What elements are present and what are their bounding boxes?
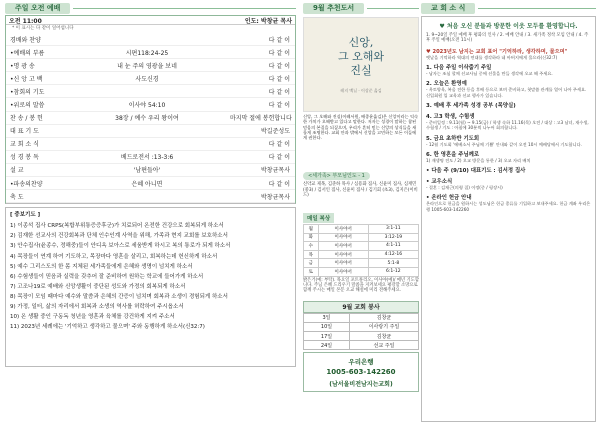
news-header-title: 교 회 소 식 [421, 3, 475, 14]
news-item-body: - 남자는 조심 할께 선교사님 중에 선물을 만들 생각에 오교 해 주세요. [426, 71, 553, 77]
service-rows [6, 33, 295, 203]
bible-row [304, 250, 419, 259]
duty-cell: 17일 [304, 331, 350, 340]
bible-cell: 월 [304, 225, 319, 234]
news-item-heading: 5. 금요 초하반 기도회 [426, 135, 480, 142]
duty-row [304, 313, 419, 322]
bible-cell: 화 [304, 233, 319, 242]
service-l: 축 도 [10, 193, 24, 201]
news-item-heading: 3. 예배 후 세가족 성경 공부 (목양실) [426, 103, 516, 109]
service-l: •명 광 송 [10, 62, 35, 70]
duty-cell: 이사랑기 주일 [350, 322, 419, 331]
news-column [421, 2, 596, 422]
news-greeting: ♥ 처음 오신 분들과 방문한 이웃 모두를 환영합니다. [439, 23, 578, 30]
news-item-body: - 12월 기도회 '에베소서 주님께 기쁨' 안내와 같이 오전 10시 예배당에서 기도합니다. [426, 141, 582, 147]
book-header [303, 2, 419, 15]
service-m: 은혜 아니면 [131, 180, 163, 188]
service-r: 다 같 이 [268, 62, 290, 70]
service-row [6, 85, 295, 98]
service-m: 시편118:24-25 [125, 49, 169, 57]
book-description: 신앙, 그 오해와 진실(이레서원, 배종윤옮김)은 신앙이라는 익숙한 가치가 오해받고 있다고 말한다. 저자는 성경이 말하는 참된 믿음의 본질을 되짚으며, 우리가 흔히 믿는 신앙의 상식들을 새롭게 조명한다. 교회 안과 밖에서 신앙을 고민하는 모든 이들에게 권한다. [303, 114, 419, 141]
service-row [6, 125, 295, 138]
service-m: '남편들아' [133, 167, 161, 175]
news-item-heading: • 다음 주 (9/10) 대표기도 : 김서정 집사 [426, 168, 526, 175]
bible-cell: 이사야서 [318, 233, 368, 242]
intercession-item: 7) 고조나19로 예배와 신앙생활이 중단된 성도와 가정의 회복되게 하소서 [10, 283, 186, 290]
intercession-item: 6) 수험생들이 믿음과 실력을 갖추어 잘 준비하여 원하는 학교에 들어가게 하소서 [10, 273, 204, 280]
service-row [6, 59, 295, 72]
service-row [6, 190, 295, 203]
bible-table [303, 224, 419, 277]
bank-account: 1005-603-142260 [326, 368, 396, 377]
news-item-heading: 6. 한 영혼을 주님께로 [426, 151, 480, 158]
duty-header: 9월 교회 봉사 [303, 301, 419, 313]
service-time: 오전 11:00 [9, 17, 42, 25]
service-m: 베드로전서 :13-3:6 [120, 154, 174, 162]
book-cover [303, 17, 419, 112]
service-subtitle: * 이 표시는 다 같이 일어섭니다 [12, 26, 74, 31]
service-r: 박길준성도 [261, 128, 290, 136]
duty-cell: 10일 [304, 322, 350, 331]
service-row [6, 177, 295, 190]
bible-cell: 목 [304, 250, 319, 259]
bible-tab: 매일 복상 [303, 213, 334, 223]
duty-cell: 24일 [304, 341, 350, 350]
duty-row [304, 341, 419, 350]
bible-cell: 수 [304, 242, 319, 251]
intercession-item: 11) 2023년 세례에는 '기억하고 생각하고 물으며' 주와 동행하게 하소서(신32:7) [10, 324, 205, 331]
bank-holder: (남서울비전남지는교회) [329, 381, 393, 389]
bible-cell: 이사야서 [318, 242, 368, 251]
bible-cell: 이사야서 [318, 259, 368, 268]
service-l: •예배의 부름 [10, 49, 45, 57]
bible-row [304, 242, 419, 251]
news-item-heading: 1. 다음 주일 이삭줍기 주일 [426, 65, 492, 72]
service-l: 경배와 찬양 [10, 36, 41, 44]
intercession-box [5, 207, 296, 367]
news-items [426, 63, 591, 212]
service-r: 마지막 절에 봉헌합니다 [230, 115, 292, 123]
bible-note: 밝은거(예: 부탁). 목요일 포트폴리오, 이사야(예)/ 매년 기도합니다. 주님 은혜 드리우기 말씀을 지켜보세요 평강할 소망으로 함께 주시는 매일 본문 오교 해설에 미리 전해주세요. [303, 277, 419, 293]
intercession-item: 8) 목장이 모임 때마다 예수와 말씀과 은혜의 간증이 넘치며 회복과 소생이 경험되게 하소서 [10, 293, 228, 300]
duty-cell: 김창균 [350, 331, 419, 340]
service-l: 설 교 [10, 167, 24, 175]
bible-row [304, 259, 419, 268]
bank-box [303, 352, 419, 392]
news-item-heading: 2. 오늘은 환영예 [426, 81, 467, 88]
intercession-item: 2) 김재한 선교사의 건강회복과 단체 인수인계 사역을 위해, 가족과 현지 교회를 보호하소서 [10, 233, 228, 240]
bible-cell: 이사야서 [318, 267, 368, 276]
news-item-body: - 준비일정 : 9.11(월) ~ 9.15(금) / 학생 속하 11.16(목) 오전 / 대상 : 고3 남녀, 재수생, 수험생 / 기도 : 아침에 30분씩 나누어 회의합니다. [426, 120, 589, 131]
news-item-heading: • 교우소식 [426, 179, 453, 186]
news-theme: ♥ 2023년도 남지는 교회 표어 "기억하라, 생각하며, 물으며" [426, 48, 568, 55]
bible-row [304, 267, 419, 276]
service-l: 성 경 봉 독 [10, 154, 39, 162]
duty-cell: 김창균 [350, 313, 419, 322]
book-author: 레지 맥닐 · 이상준 옮김 [340, 87, 382, 93]
book-title: 신앙, 그 오해와 진실 [337, 35, 384, 77]
service-r: 다 같 이 [268, 180, 290, 188]
bible-cell: 토 [304, 267, 319, 276]
right-page [300, 0, 600, 424]
bible-cell: 3:1-11 [368, 225, 418, 234]
family-pill: <세가족> 부모님인도 - 1 [303, 172, 370, 180]
bible-cell: 4:1-11 [368, 242, 418, 251]
left-column [303, 17, 419, 392]
intercession-item: 9) 가정, 일터, 삶의 자리에서 회복과 소생의 역사를 허락하여 주시옵소서 [10, 303, 184, 310]
duty-cell: 3일 [304, 313, 350, 322]
service-row [6, 112, 295, 125]
sermon-info: 신약교 제목, 김준하 목사 / 심용화 집사, 신윤미 집사, 심재민(중3) / 김서인 집사, 신윤미 집사 / 김기회 (초3), 김지은(이비드) [303, 182, 418, 199]
news-item-body: - 결혼 : 김재근(의령 집) 이정(중 / 평장시) [426, 185, 503, 191]
service-row [6, 151, 295, 164]
news-item-body: 1) 재생명 전도 / 2) 오교 방문을 통한 / 3) 오교 자리 배치 [426, 157, 531, 163]
intercession-title: [ 중보기도 ] [10, 212, 41, 219]
service-r: 박창균목사 [261, 167, 290, 175]
service-r: 다 같 이 [268, 75, 290, 83]
news-theme-sub: 옛날을 기억하라 역대의 연대를 생각하라 네 아버지에게 물으라(신32:7) [426, 54, 558, 60]
service-m: 사도신경 [135, 75, 159, 83]
bible-cell: 4:12-16 [368, 250, 418, 259]
book-header-title: 9월 추천도서 [303, 3, 364, 14]
news-header [421, 2, 596, 15]
service-l: •파송의찬양 [10, 180, 43, 188]
service-l: •신 앙 고 백 [10, 75, 43, 83]
bible-cell: 6:1-12 [368, 267, 418, 276]
service-m: 이사야 54:10 [128, 102, 166, 110]
service-l: 교 회 소 식 [10, 141, 39, 149]
bank-name: 우리은행 [348, 358, 374, 367]
service-r: 다 같 이 [268, 49, 290, 57]
intercession-item: 3) 안수집사(윤종수, 정해중)들이 안디옥 보아스로 세움받게 하시고 복의 통로가 되게 하소서 [10, 243, 231, 250]
service-l: •위로의 말씀 [10, 102, 45, 110]
duty-row [304, 331, 419, 340]
service-l: 대 표 기 도 [10, 128, 39, 136]
service-row [6, 138, 295, 151]
service-presider: 인도: 박창균 목사 [244, 17, 292, 25]
worship-header [5, 2, 296, 15]
service-l: •참회의 기도 [10, 88, 45, 96]
bible-row [304, 225, 419, 234]
news-sub: 1. 9~20일 주일 예배 후 평화의 인사 / 2. 예배 안내 / 3. 새가족 정착 모임 안내 / 4. 주 후 주일 예배(오전 11시) [426, 33, 589, 44]
duty-cell: 선교 주일 [350, 341, 419, 350]
duty-table [303, 313, 419, 351]
service-row [6, 164, 295, 177]
service-meta [6, 16, 295, 25]
intercession-item: 10) 온 생활 중인 구동독 청년을 영혼과 육체를 강건하게 지켜 주소서 [10, 314, 175, 321]
bible-row [304, 233, 419, 242]
intercession-list [10, 221, 291, 332]
intercession-item: 4) 목장들이 연계 하여 기도하고, 목장마다 영혼을 살리고, 회복하는데 헌신하게 하소서 [10, 253, 218, 260]
news-item-heading: • 온라인 헌금 안내 [426, 195, 472, 202]
duty-row [304, 322, 419, 331]
service-row [6, 33, 295, 46]
service-r: 다 같 이 [268, 154, 290, 162]
intercession-item: 5) 예수 그리스도의 한 몸 지체된 세가족들에게 은혜와 생명이 넘치게 하소서 [10, 263, 193, 270]
news-item-heading: 4. 고3 학생, 수험생 [426, 114, 475, 120]
service-r: 다 같 이 [268, 141, 290, 149]
service-row [6, 46, 295, 59]
service-order [5, 15, 296, 204]
news-item-body: 온라인으로 헌금을 원하시는 성도님은 헌금 종류를 기입하고 보내주세요. 헌금 계좌 우리은행 1005-603-142260 [426, 201, 591, 212]
bible-cell: 5:1-8 [368, 259, 418, 268]
service-r: 다 같 이 [268, 102, 290, 110]
service-r: 다 같 이 [268, 36, 290, 44]
service-r: 다 같 이 [268, 88, 290, 96]
service-m: 내 눈 주의 영광을 보네 [117, 62, 177, 70]
bible-cell: 3:12-19 [368, 233, 418, 242]
service-row [6, 98, 295, 111]
service-l: 찬 송 / 봉 헌 [10, 115, 43, 123]
bible-cell: 이사야서 [318, 225, 368, 234]
service-r: 박창균목사 [261, 193, 290, 201]
worship-title: 주일 오전 예배 [5, 3, 70, 14]
news-item-body: - 옥토양육, 복음 전한 등을 후배 등으로 보며 준비하고, 첫말씀 관계를 열어 나아 주세요. 신입회원 입 교육과 선교 행사가 있습니다. [426, 87, 587, 98]
intercession-item: 1) 이종석 집사 CRPS(복합부위통증증후군)가 치료되어 온전한 건강으로 회복되게 하소서 [10, 223, 224, 230]
news-box [421, 16, 596, 422]
bible-cell: 금 [304, 259, 319, 268]
service-row [6, 72, 295, 85]
service-m: 38장 / 예수 우리 왕이여 [115, 115, 179, 123]
bible-cell: 이사야서 [318, 250, 368, 259]
